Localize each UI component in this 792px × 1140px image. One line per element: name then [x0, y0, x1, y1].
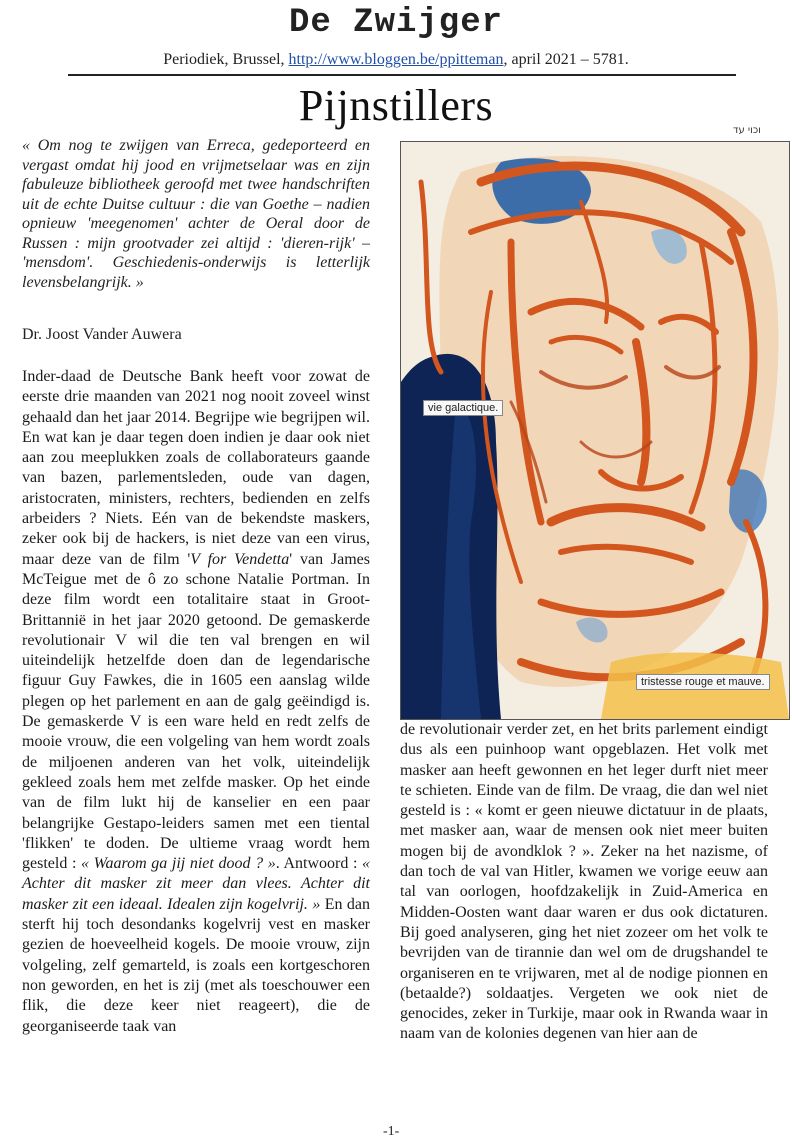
newsletter-masthead: De Zwijger — [288, 4, 504, 42]
body-text: ' van James McTeigue met de ô zo schone Natalie Portman. In deze film wordt een totalitaire staat in Groot-Brittannië in het jaar 2020 getoond. De gemaskerde revolutionair V wil die ten val brengen en wil uiteindelijk hetzelfde doen dan de legendarische figuur Guy Fawkes, die in 1605 een aanslag wilde plegen op het parlement en aan de galg geëindigd is. De gemaskerde V is een ware held en redt zelfs de mooie vrouw, die een volgeling van hem wordt zoals de miljoenen anderen van het volk, uiteindelijk gekleed zoals hem met zelfde masker. Op het einde van de film lukt hij de kanselier en een paar belangrijke Gestapo-leiders samen met een tiental 'flikken' te doden. De ultieme vraag wordt hem gesteld : — [22, 550, 371, 873]
painting-illustration — [400, 141, 790, 720]
quote-author: Dr. Joost Vander Auwera — [22, 326, 182, 343]
body-text: En dan sterft hij toch desondanks kogelvrij vest en masker gezien de hoeveelheid kogels. De mooie vrouw, zijn volgeling, zelf gemarteld, is zoals een kortgeschoren non geworden, en het is zij (met als toeschouwer een flik, die deze keer niet reageert), die de georganiseerde taak van — [22, 895, 371, 1035]
body-text: Inder-daad de Deutsche Bank heeft voor zowat de eerste drie maanden van 2021 nog nooit zoveel winst gehaald dan het jaar 2014. Begrijpe wie begrijpen wil. En wat kan je daar tegen doen indien je daar ook niet aan zou meeplukken zoals de collaborateurs gaande van bazen, parlementsleden, oude van dagen, aristocraten, ministers, rechters, bedienden en zelfs arbeiders ? Niets. Eén van de bekendste maskers, zeker ook bij de hackers, is niet deze van een virus, maar deze van de film ' — [22, 368, 370, 568]
publication-date: , april 2021 – 5781. — [503, 51, 629, 68]
article-body-right — [400, 720, 768, 1045]
article-body-left — [22, 367, 370, 1037]
hebrew-mark: וכוי עד — [733, 125, 761, 136]
collage-label-vie-galactique: vie galactique. — [423, 400, 503, 416]
header-divider — [68, 74, 736, 76]
article-title: Pijnstillers — [298, 81, 494, 130]
body-text: . Antwoord : — [275, 855, 362, 873]
page-number: -1- — [383, 1124, 400, 1139]
film-title: V for Vendetta — [190, 550, 290, 568]
body-paragraph: de revolutionair verder zet, en het brits parlement eindigt dus als een puinhoop want opgeblazen. Het volk met masker aan heeft gewonnen en het leger durft niet meer te schieten. Einde van de film. De vraag, die dan wel niet gesteld is : « komt er geen nieuwe dictatuur in de plaats, met masker aan, waar de mensen ook niet meer buiten mogen bij de avondklok ? ». Zeker na het nazisme, of dan toch de val van Hitler, kwamen we vorige eeuw aan tal van oorlogen, hoofdzakelijk in Zuid-America en Midden-Oosten want daar waren er dus ook dictaturen. Bij goed analyseren, ging het niet zozeer om het volk te bevrijden van de tirannie dan wel om de drugshandel te organiseren en te vrijwaren, met al de nodige pionnen en (betaalde?) soldaatjes. Vergeten we ook niet de genocides, zeker in Turkije, maar ook in Rwanda waar in naam van de kolonies degenen van hier aan de — [400, 721, 768, 1043]
epigraph-quote: « Om nog te zwijgen van Erreca, gedeporteerd en vergast omdat hij jood en vrijmetselaar was en zijn fabuleuze bibliotheek geroofd met twee handschriften uit de echte Duitse cultuur : die van Goethe – nadien opnieuw 'meegenomen' achter de Oeral door de Russen : mijn grootvader zei altijd : 'dieren-rijk' – 'mensdom'. Geschiedenis-onderwijs is letterlijk levensbelangrijk. » — [22, 137, 370, 291]
publication-prefix: Periodiek, Brussel, — [163, 51, 289, 68]
inline-quote: « Waarom ga jij niet dood ? » — [81, 855, 276, 873]
collage-label-tristesse: tristesse rouge et mauve. — [636, 674, 770, 690]
inline-quote: « Achter dit masker zit meer dan vlees. Achter dit masker zit een ideaal. Idealen zijn kogelvrij. » — [22, 855, 370, 913]
publication-info — [0, 51, 792, 69]
body-paragraph — [22, 367, 370, 1037]
blog-link[interactable]: http://www.bloggen.be/ppitteman — [288, 51, 504, 68]
painted-face-image — [401, 142, 789, 719]
